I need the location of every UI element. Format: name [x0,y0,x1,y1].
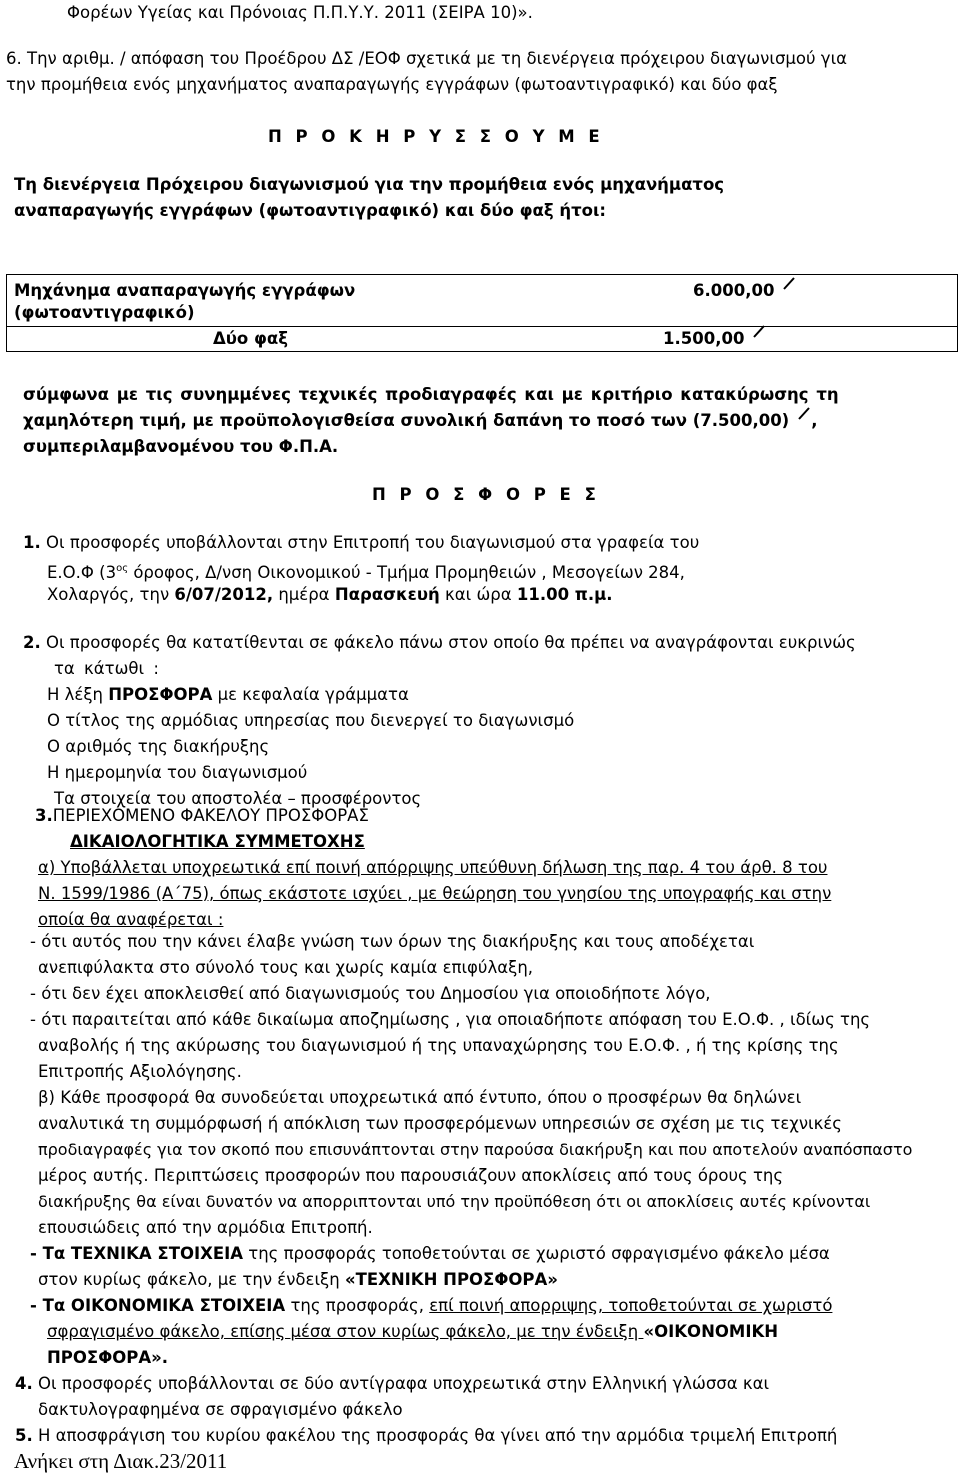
point-text: στον κυρίως φάκελο, με την ένδειξη [38,1270,345,1289]
point-text: της προσφοράς τοποθετούνται σε χωριστό σφραγισμένο φάκελο μέσα [243,1244,830,1263]
item-copier-label-2: (φωτοαντιγραφικό) [14,303,195,322]
declaration-1-line-2: ανεπιφύλακτα στο σύνολό τους και χωρίς καμία επιφύλαξη, [38,958,534,977]
declaration-2: - ότι δεν έχει αποκλεισθεί από διαγωνισμούς του Δημοσίου για οποιοδήποτε λόγο, [30,984,711,1003]
item-copier-amount [693,280,796,302]
item-fax-label: Δύο φαξ [213,329,288,348]
technical-line-1 [30,1243,830,1265]
keyword: - Τα ΤΕΧΝΙΚΑ ΣΤΟΙΧΕΙΑ [30,1244,244,1263]
running-header: Φορέων Υγείας και Πρόνοιας Π.Π.Υ.Υ. 2011 (ΣΕΙΡΑ 10)». [67,3,533,22]
clause-b-line-5: διακήρυξης θα είναι δυνατόν να απορριπτονται υπό την προϋπόθεση ότι οι αποκλίσεις αυτές κρίνονται [38,1192,871,1211]
spec-text: χαμηλότερη τιμή, με προϋπολογισθείσα συνολική δαπάνη το ποσό των (7.500,00) [23,411,790,430]
euro-icon [797,407,811,420]
date: 6/07/2012, [174,585,274,604]
spec-line-1: σύμφωνα με τις συνημμένες τεχνικές προδιαγραφές και με κριτήριο κατακύρωσης τη [23,385,839,404]
euro-icon [782,277,796,290]
economic-line-3: ΠΡΟΣΦΟΡΑ». [47,1348,169,1367]
spec-line-3: συμπεριλαμβανομένου του Φ.Π.Α. [23,437,339,456]
amount-value: 6.000,00 [693,281,775,300]
point-4-line-1 [15,1373,769,1395]
point-text: επί ποινή απορριψης, τοποθετούνται σε χωριστό [429,1296,833,1315]
point-1-line-1 [23,532,699,554]
point-number: 4. [15,1374,33,1393]
point-text: με κεφαλαία γράμματα [212,685,409,704]
proclaim-heading: Π Ρ Ο Κ Η Ρ Υ Σ Σ Ο Υ Μ Ε [268,127,601,146]
item-fax-amount [663,328,766,350]
keyword: ΠΡΟΣΦΟΡΑ [108,685,213,704]
point-1-line-3 [47,584,613,606]
technical-line-2 [38,1269,558,1291]
point-text: ΠΕΡΙΕΧΟΜΕΝΟ ΦΑΚΕΛΟΥ ΠΡΟΣΦΟΡΑΣ [52,806,369,825]
clause-a-line-3: οποία θα αναφέρεται : [38,910,224,929]
point-5-line-1 [15,1425,837,1447]
clause-a-line-2: Ν. 1599/1986 (Α΄75), όπως εκάστοτε ισχύει , με θεώρηση του γνησίου της υπογραφής και στην [38,884,832,903]
point-text: ημέρα [273,585,335,604]
item-6-line-1: 6. Την αριθμ. / απόφαση του Προέδρου ΔΣ /ΕΟΦ σχετικά με τη διενέργεια πρόχειρου διαγωνισμού για [6,49,848,68]
point-text: Χολαργός, την [47,585,175,604]
point-number: 5. [15,1426,33,1445]
point-text: της προσφοράς, [285,1296,430,1315]
point-2-line-7: Τα στοιχεία του αποστολέα – προσφέροντος [54,789,422,808]
time: 11.00 π.μ. [516,585,613,604]
participation-docs-heading: ΔΙΚΑΙΟΛΟΓΗΤΙΚΑ ΣΥΜΜΕΤΟΧΗΣ [70,832,365,851]
economic-line-1 [30,1295,832,1317]
point-text: και ώρα [439,585,517,604]
point-3-title [35,805,369,827]
declaration-3-line-3: Επιτροπής Αξιολόγησης. [38,1062,242,1081]
keyword: «ΤΕΧΝΙΚΗ ΠΡΟΣΦΟΡΑ» [344,1270,558,1289]
point-2-line-6: Η ημερομηνία του διαγωνισμού [47,763,308,782]
superscript: ος [116,563,129,574]
clause-b-line-6: επουσιώδεις από την αρμόδια Επιτροπή. [38,1218,373,1237]
euro-icon [752,325,766,338]
point-2-line-3 [47,684,409,706]
clause-b-line-1: β) Κάθε προσφορά θα συνοδεύεται υποχρεωτικά από έντυπο, όπου ο προσφέρων θα δηλώνει [38,1088,802,1107]
point-text: Ε.Ο.Φ (3 [47,563,117,582]
point-1-line-2 [47,558,685,584]
proclaim-line-1: Τη διενέργεια Πρόχειρου διαγωνισμού για την προμήθεια ενός μηχανήματος [14,175,725,194]
point-text: Η αποσφράγιση του κυρίου φακέλου της προσφοράς θα γίνει από την αρμόδια τριμελή Επιτροπή [32,1426,838,1445]
declaration-1-line-1: - ότι αυτός που την κάνει έλαβε γνώση των όρων της διακήρυξης και τους αποδέχεται [30,932,755,951]
point-number: 3. [35,806,53,825]
proclaim-line-2: αναπαραγωγής εγγράφων (φωτοαντιγραφικό) και δύο φαξ ήτοι: [14,201,606,220]
footer-note: Ανήκει στη Διακ.23/2011 [14,1449,228,1473]
clause-a-line-1: α) Υποβάλλεται υποχρεωτικά επί ποινή απόρριψης υπεύθυνη δήλωση της παρ. 4 του άρθ. 8 του [38,858,828,877]
declaration-3-line-2: αναβολής ή της ακύρωσης του διαγωνισμού ή της υπαναχώρησης του Ε.Ο.Φ. , ή της κρίσης της [38,1036,839,1055]
clause-b-line-4: μέρος αυτής. Περιπτώσεις προσφορών που παρουσιάζουν αποκλίσεις από τους όρους της [38,1166,784,1185]
point-text: Η λέξη [47,685,109,704]
spec-comma: , [811,411,818,430]
item-copier-label: Μηχάνημα αναπαραγωγής εγγράφων [14,281,356,300]
keyword: - Τα ΟΙΚΟΝΟΜΙΚΑ ΣΤΟΙΧΕΙΑ [30,1296,286,1315]
point-text: σφραγισμένο φάκελο, επίσης μέσα στον κυρίως φάκελο, με την ένδειξη [47,1322,644,1341]
offers-heading: Π Ρ Ο Σ Φ Ο Ρ Ε Σ [372,485,597,504]
point-number: 2. [23,633,41,652]
point-4-line-2: δακτυλογραφημένα σε σφραγισμένο φάκελο [38,1400,403,1419]
point-text: Οι προσφορές υποβάλλονται σε δύο αντίγραφα υποχρεωτικά στην Ελληνική γλώσσα και [32,1374,770,1393]
point-text: όροφος, Δ/νση Οικονομικού - Τμήμα Προμηθειών , Μεσογείων 284, [128,563,685,582]
weekday: Παρασκευή [334,585,440,604]
item-6-line-2: την προμήθεια ενός μηχανήματος αναπαραγωγής εγγράφων (φωτοαντιγραφικό) και δύο φαξ [6,75,778,94]
point-number: 1. [23,533,41,552]
point-2-line-4: Ο τίτλος της αρμόδιας υπηρεσίας που διενεργεί το διαγωνισμό [47,711,575,730]
point-2-line-5: Ο αριθμός της διακήρυξης [47,737,270,756]
clause-b-line-2: αναλυτικά τη συμμόρφωσή ή απόκλιση των προσφερόμενων υπηρεσιών σε σχέση με τις τεχνικές [38,1114,842,1133]
keyword: «ΟΙΚΟΝΟΜΙΚΗ [643,1322,779,1341]
amount-value: 1.500,00 [663,329,745,348]
declaration-3-line-1: - ότι παραιτείται από κάθε δικαίωμα αποζημίωσης , για οποιαδήποτε απόφαση του Ε.Ο.Φ. , ιδίως της [30,1010,871,1029]
point-2-line-1 [23,632,856,654]
point-text: Οι προσφορές θα κατατίθενται σε φάκελο πάνω στον οποίο θα πρέπει να αναγράφονται ευκρινώς [40,633,856,652]
point-text: Οι προσφορές υποβάλλονται στην Επιτροπή του διαγωνισμού στα γραφεία του [46,533,700,552]
point-2-line-2: τα κάτωθι : [54,659,159,678]
clause-b-line-3: προδιαγραφές για τον σκοπό που επισυνάπτονται στην παρούσα διακήρυξη και που αποτελούν αναπόσπαστο [38,1140,913,1159]
spec-line-2 [23,410,818,432]
economic-line-2 [47,1321,778,1343]
